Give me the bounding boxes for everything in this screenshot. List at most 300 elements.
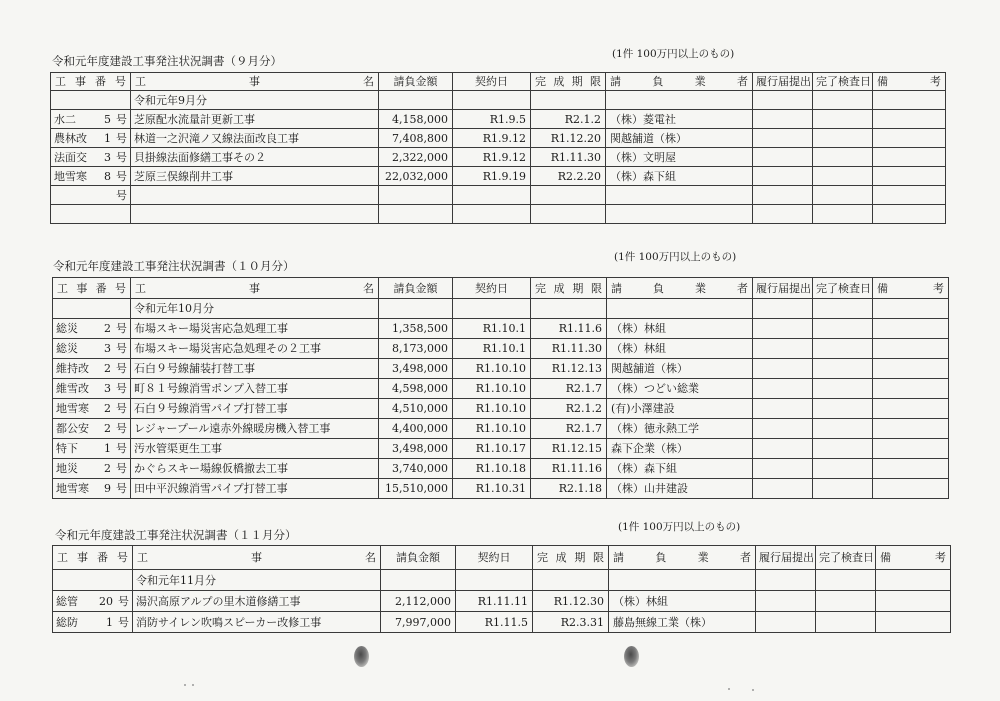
work-number-cell: [53, 570, 133, 591]
work-number-cell: [53, 319, 131, 339]
header-contract: 契約日: [453, 73, 531, 91]
work-number: [56, 383, 127, 394]
contract-date: R1.9.19: [453, 167, 531, 186]
contract-date: R1.9.12: [453, 129, 531, 148]
remarks: [873, 167, 946, 186]
work-number-cell: [51, 148, 131, 167]
work-number: [54, 152, 127, 163]
work-number-cell: [51, 110, 131, 129]
completion-deadline: [531, 299, 607, 319]
inspection-date: [813, 399, 873, 419]
header-report: 履行届提出: [756, 546, 816, 570]
table-row: [53, 359, 949, 379]
work-name: 令和元年11月分: [133, 570, 381, 591]
remarks: [873, 91, 946, 110]
contract-amount: 15,510,000: [379, 479, 453, 499]
completion-deadline: R1.11.30: [531, 148, 606, 167]
work-number: [56, 463, 127, 474]
inspection-date: [813, 339, 873, 359]
work-number-suffix: 号: [116, 362, 127, 375]
work-number-suffix: 号: [116, 422, 127, 435]
header-remarks: 備 考: [873, 73, 946, 91]
table-row: [51, 148, 946, 167]
inspection-date: [813, 379, 873, 399]
completion-deadline: R1.11.6: [531, 319, 607, 339]
remarks: [873, 479, 949, 499]
contractor: （株）つどい総業: [607, 379, 753, 399]
work-number-num: 3: [104, 150, 111, 164]
work-number: [56, 617, 129, 628]
header-contract: 契約日: [453, 278, 531, 299]
work-number-prefix: 総防: [56, 615, 78, 629]
work-number-num: 3: [104, 342, 111, 355]
work-number-num: 2: [104, 322, 111, 335]
table-row: [51, 167, 946, 186]
inspection-date: [813, 459, 873, 479]
report-submitted: [753, 479, 813, 499]
completion-deadline: R2.1.2: [531, 110, 606, 129]
contractor: （株）森下組: [607, 459, 753, 479]
work-number-cell: [53, 299, 131, 319]
report-submitted: [756, 612, 816, 633]
table-row: [53, 591, 951, 612]
inspection-date: [816, 612, 876, 633]
work-number-suffix: 号: [118, 615, 129, 629]
contract-amount: 7,408,800: [379, 129, 453, 148]
work-number: [56, 343, 127, 354]
contractor: [606, 91, 753, 110]
table-row: [53, 570, 951, 591]
contract-amount: [379, 299, 453, 319]
table-row: [53, 319, 949, 339]
inspection-date: [813, 91, 873, 110]
header-deadline: 完 成 期 限: [531, 278, 607, 299]
table-title: 令和元年度建設工事発注状況調書（９月分）: [52, 54, 282, 68]
work-number-cell: [53, 479, 131, 499]
remarks: [873, 419, 949, 439]
work-number-cell: [51, 167, 131, 186]
inspection-date: [813, 148, 873, 167]
report-submitted: [753, 379, 813, 399]
remarks: [876, 591, 951, 612]
contract-date: R1.10.10: [453, 359, 531, 379]
report-submitted: [756, 570, 816, 591]
work-number-cell: [53, 339, 131, 359]
header-remarks: 備 考: [873, 278, 949, 299]
completion-deadline: R1.12.13: [531, 359, 607, 379]
contract-date: R1.10.18: [453, 459, 531, 479]
work-number: [56, 596, 129, 607]
work-number-cell: [51, 205, 131, 224]
work-number-prefix: 特下: [56, 442, 78, 455]
contract-date: R1.10.10: [453, 399, 531, 419]
header-row: [51, 73, 946, 91]
contract-date: R1.11.5: [456, 612, 533, 633]
work-number-suffix: 号: [116, 402, 127, 415]
report-submitted: [753, 110, 813, 129]
header-inspection: 完了検査日: [813, 278, 873, 299]
header-deadline: 完 成 期 限: [531, 73, 606, 91]
work-number-suffix: 号: [118, 594, 129, 608]
inspection-date: [813, 419, 873, 439]
work-name: 布場スキー場災害応急処理その２工事: [131, 339, 379, 359]
order-table: [50, 72, 946, 224]
header-row: [53, 278, 949, 299]
contract-amount: 4,158,000: [379, 110, 453, 129]
work-name: 消防サイレン吹鳴スピーカー改修工事: [133, 612, 381, 633]
work-name: 令和元年9月分: [131, 91, 379, 110]
work-number: [56, 483, 127, 494]
header-no: 工 事 番 号: [53, 546, 133, 570]
header-deadline: 完 成 期 限: [533, 546, 609, 570]
work-name: 令和元年10月分: [131, 299, 379, 319]
contract-amount: 2,322,000: [379, 148, 453, 167]
contract-amount: [379, 205, 453, 224]
table-row: [53, 299, 949, 319]
work-name: 町８１号線消雪ポンプ入替工事: [131, 379, 379, 399]
work-number-prefix: 地雪寒: [56, 402, 89, 415]
work-number-num: 3: [104, 382, 111, 395]
work-name: 田中平沢線消雪パイプ打替工事: [131, 479, 379, 499]
work-number-suffix: 号: [116, 131, 127, 145]
table-row: [53, 439, 949, 459]
work-name: 汚水管渠更生工事: [131, 439, 379, 459]
completion-deadline: R2.1.2: [531, 399, 607, 419]
remarks: [876, 570, 951, 591]
header-inspection: 完了検査日: [813, 73, 873, 91]
header-contractor: 請 負 業 者: [606, 73, 753, 91]
work-number: [56, 443, 127, 454]
contractor: 関越舗道（株）: [607, 359, 753, 379]
contract-amount: 1,358,500: [379, 319, 453, 339]
contract-amount: 4,598,000: [379, 379, 453, 399]
contractor: （株）菱電社: [606, 110, 753, 129]
order-table: [52, 545, 951, 633]
report-submitted: [753, 129, 813, 148]
inspection-date: [813, 359, 873, 379]
completion-deadline: [531, 91, 606, 110]
contract-date: R1.10.1: [453, 339, 531, 359]
table-row: [53, 339, 949, 359]
contract-amount: 3,498,000: [379, 359, 453, 379]
contract-date: R1.10.17: [453, 439, 531, 459]
contractor: [606, 205, 753, 224]
contract-amount: 4,400,000: [379, 419, 453, 439]
inspection-date: [813, 110, 873, 129]
contract-amount: 7,997,000: [381, 612, 456, 633]
contractor: （株）文明屋: [606, 148, 753, 167]
header-remarks: 備 考: [876, 546, 951, 570]
contract-date: R1.10.31: [453, 479, 531, 499]
contract-amount: 2,112,000: [381, 591, 456, 612]
work-number-num: 8: [104, 169, 111, 183]
scan-speck: [192, 684, 194, 686]
header-report: 履行届提出: [753, 278, 813, 299]
report-submitted: [753, 339, 813, 359]
header-amount: 請負金額: [379, 278, 453, 299]
header-no: 工 事 番 号: [53, 278, 131, 299]
report-submitted: [753, 299, 813, 319]
contractor: [606, 186, 753, 205]
work-number: [54, 114, 127, 125]
table-row: [51, 129, 946, 148]
contractor: (有)小澤建設: [607, 399, 753, 419]
scan-speck: [728, 688, 730, 690]
table-row: [53, 612, 951, 633]
contract-amount: 8,173,000: [379, 339, 453, 359]
remarks: [873, 339, 949, 359]
work-number-prefix: 農林改: [54, 131, 87, 145]
work-number-cell: [53, 591, 133, 612]
work-number-prefix: 法面交: [54, 150, 87, 164]
table-row: [51, 205, 946, 224]
contractor: （株）林組: [607, 339, 753, 359]
work-number-prefix: 地災: [56, 462, 78, 475]
header-amount: 請負金額: [381, 546, 456, 570]
work-name: 林道一之沢滝ノ又線法面改良工事: [131, 129, 379, 148]
work-number: [54, 190, 127, 201]
report-submitted: [753, 91, 813, 110]
work-number-cell: [53, 359, 131, 379]
contractor: （株）森下組: [606, 167, 753, 186]
inspection-date: [813, 439, 873, 459]
contract-amount: 3,740,000: [379, 459, 453, 479]
work-number-cell: [53, 459, 131, 479]
contract-date: [453, 299, 531, 319]
contractor: （株）林組: [609, 591, 756, 612]
work-name: 芝原三俣線削井工事: [131, 167, 379, 186]
report-submitted: [753, 319, 813, 339]
contractor: [609, 570, 756, 591]
contract-date: [453, 205, 531, 224]
contract-amount: 3,498,000: [379, 439, 453, 459]
work-number-prefix: 維雪改: [56, 382, 89, 395]
work-number: [56, 363, 127, 374]
contract-amount: [381, 570, 456, 591]
header-report: 履行届提出: [753, 73, 813, 91]
work-number-suffix: 号: [116, 462, 127, 475]
work-number: [56, 423, 127, 434]
work-number-num: 1: [104, 131, 111, 145]
work-number-prefix: 都公安: [56, 422, 89, 435]
contract-amount: 4,510,000: [379, 399, 453, 419]
table-row: [53, 459, 949, 479]
contractor: （株）山井建設: [607, 479, 753, 499]
inspection-date: [813, 186, 873, 205]
header-name: 工 事 名: [133, 546, 381, 570]
contract-date: R1.10.1: [453, 319, 531, 339]
report-submitted: [753, 399, 813, 419]
work-number-suffix: 号: [116, 169, 127, 183]
remarks: [873, 205, 946, 224]
report-submitted: [753, 419, 813, 439]
scan-speck: [752, 689, 754, 691]
contractor: （株）徳永熱工学: [607, 419, 753, 439]
work-name: 芝原配水流量計更新工事: [131, 110, 379, 129]
report-submitted: [753, 359, 813, 379]
completion-deadline: R1.11.16: [531, 459, 607, 479]
work-name: [131, 205, 379, 224]
contract-date: R1.9.12: [453, 148, 531, 167]
work-number-prefix: 維持改: [56, 362, 89, 375]
scope-note: (1件 100万円以上のもの): [618, 521, 741, 533]
inspection-date: [813, 479, 873, 499]
inspection-date: [813, 205, 873, 224]
work-number-num: 2: [104, 422, 111, 435]
contractor: 関越舗道（株）: [606, 129, 753, 148]
header-contractor: 請 負 業 者: [607, 278, 753, 299]
contractor: （株）林組: [607, 319, 753, 339]
report-submitted: [753, 167, 813, 186]
inspection-date: [813, 129, 873, 148]
work-number-suffix: 号: [116, 342, 127, 355]
contract-amount: [379, 91, 453, 110]
report-submitted: [756, 591, 816, 612]
work-number-prefix: 水二: [54, 112, 76, 126]
contract-amount: [379, 186, 453, 205]
work-number-cell: [51, 186, 131, 205]
work-name: 湯沢高原アルプの里木道修繕工事: [133, 591, 381, 612]
remarks: [873, 399, 949, 419]
punch-hole-left: [354, 646, 369, 667]
header-contractor: 請 負 業 者: [609, 546, 756, 570]
punch-hole-right: [624, 646, 639, 667]
work-name: 貝掛線法面修繕工事その２: [131, 148, 379, 167]
remarks: [873, 148, 946, 167]
work-number-num: 5: [104, 112, 111, 126]
table-row: [53, 419, 949, 439]
report-submitted: [753, 439, 813, 459]
contract-date: [453, 91, 531, 110]
contract-date: R1.9.5: [453, 110, 531, 129]
remarks: [873, 299, 949, 319]
remarks: [873, 359, 949, 379]
header-row: [53, 546, 951, 570]
contractor: 藤島無線工業（株）: [609, 612, 756, 633]
work-number-prefix: 地雪寒: [56, 482, 89, 495]
inspection-date: [813, 299, 873, 319]
inspection-date: [816, 591, 876, 612]
contractor: 森下企業（株）: [607, 439, 753, 459]
scan-speck: [184, 684, 186, 686]
completion-deadline: [533, 570, 609, 591]
work-number-cell: [53, 379, 131, 399]
scope-note: (1件 100万円以上のもの): [612, 48, 735, 60]
report-submitted: [753, 205, 813, 224]
order-table: [52, 277, 949, 499]
work-number-suffix: 号: [116, 150, 127, 164]
table-row: [53, 479, 949, 499]
remarks: [873, 186, 946, 205]
work-number: [56, 323, 127, 334]
completion-deadline: R2.3.31: [533, 612, 609, 633]
table-row: [51, 186, 946, 205]
report-submitted: [753, 186, 813, 205]
completion-deadline: R2.2.20: [531, 167, 606, 186]
header-amount: 請負金額: [379, 73, 453, 91]
contractor: [607, 299, 753, 319]
inspection-date: [813, 167, 873, 186]
header-contract: 契約日: [456, 546, 533, 570]
report-submitted: [753, 459, 813, 479]
table-title: 令和元年度建設工事発注状況調書（１１月分）: [55, 528, 297, 542]
work-number-num: 9: [104, 482, 111, 495]
work-name: レジャープール遠赤外線暖房機入替工事: [131, 419, 379, 439]
work-number-cell: [53, 419, 131, 439]
work-name: 石白９号線消雪パイプ打替工事: [131, 399, 379, 419]
inspection-date: [813, 319, 873, 339]
header-name: 工 事 名: [131, 278, 379, 299]
table-row: [51, 110, 946, 129]
remarks: [873, 459, 949, 479]
completion-deadline: R2.1.18: [531, 479, 607, 499]
work-number-suffix: 号: [116, 188, 127, 202]
inspection-date: [816, 570, 876, 591]
work-number-cell: [51, 91, 131, 110]
work-number-cell: [53, 612, 133, 633]
contract-date: R1.11.11: [456, 591, 533, 612]
remarks: [873, 319, 949, 339]
remarks: [873, 129, 946, 148]
work-number-num: 2: [104, 362, 111, 375]
work-number-prefix: 総管: [56, 594, 78, 608]
contract-date: [453, 186, 531, 205]
table-row: [51, 91, 946, 110]
work-number: [56, 403, 127, 414]
table-title: 令和元年度建設工事発注状況調書（１０月分）: [53, 259, 295, 273]
work-number-cell: [51, 129, 131, 148]
work-number-num: 2: [104, 462, 111, 475]
scope-note: (1件 100万円以上のもの): [614, 251, 737, 263]
work-number-prefix: 総災: [56, 322, 78, 335]
table-row: [53, 379, 949, 399]
completion-deadline: R2.1.7: [531, 419, 607, 439]
remarks: [876, 612, 951, 633]
contract-date: R1.10.10: [453, 379, 531, 399]
work-name: 布場スキー場災害応急処理工事: [131, 319, 379, 339]
work-number-num: 1: [106, 615, 113, 629]
remarks: [873, 439, 949, 459]
contract-amount: 22,032,000: [379, 167, 453, 186]
work-number-suffix: 号: [116, 482, 127, 495]
header-name: 工 事 名: [131, 73, 379, 91]
completion-deadline: R1.11.30: [531, 339, 607, 359]
work-number-suffix: 号: [116, 442, 127, 455]
completion-deadline: [531, 205, 606, 224]
work-number-suffix: 号: [116, 322, 127, 335]
work-number-cell: [53, 439, 131, 459]
remarks: [873, 110, 946, 129]
header-no: 工 事 番 号: [51, 73, 131, 91]
completion-deadline: R2.1.7: [531, 379, 607, 399]
work-number-num: 2: [104, 402, 111, 415]
contract-date: [456, 570, 533, 591]
work-number-prefix: 地雪寒: [54, 169, 87, 183]
work-number-suffix: 号: [116, 382, 127, 395]
completion-deadline: R1.12.15: [531, 439, 607, 459]
work-number-prefix: 総災: [56, 342, 78, 355]
report-submitted: [753, 148, 813, 167]
completion-deadline: R1.12.20: [531, 129, 606, 148]
work-number: [54, 171, 127, 182]
completion-deadline: [531, 186, 606, 205]
work-number-num: 20: [99, 594, 113, 608]
header-inspection: 完了検査日: [816, 546, 876, 570]
work-number: [54, 133, 127, 144]
work-name: 石白９号線舗装打替工事: [131, 359, 379, 379]
work-number-suffix: 号: [116, 112, 127, 126]
contract-date: R1.10.10: [453, 419, 531, 439]
